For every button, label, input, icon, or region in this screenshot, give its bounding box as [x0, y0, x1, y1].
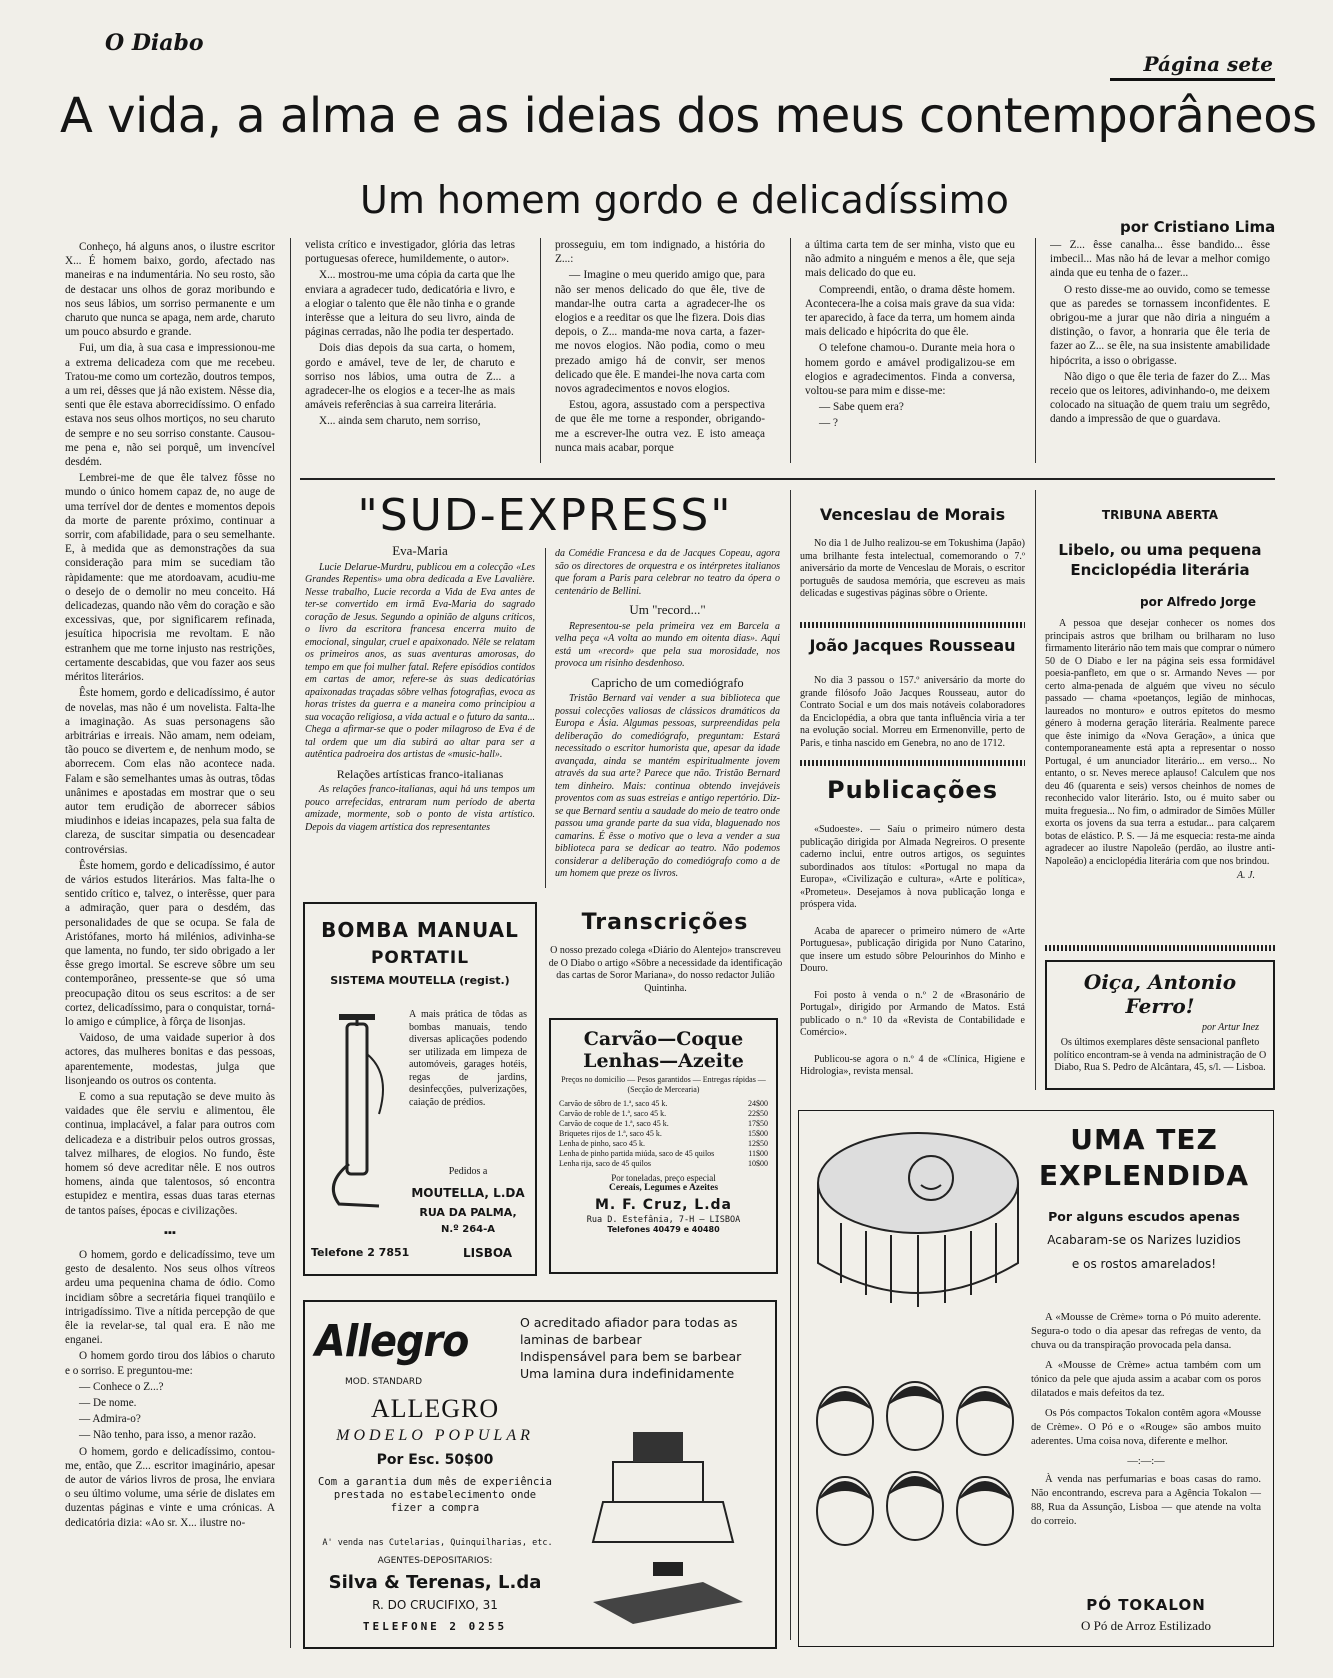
paragraph: A «Mousse de Crème» torna o Pó muito aderente. Segura-o todo o dia apesar das refregas de vento, da chuva ou da transpiração provocada pela dansa. — [1031, 1312, 1261, 1351]
section-heading: Capricho de um comediógrafo — [591, 675, 744, 690]
sud-express-title: "SUD-EXPRESS" — [357, 490, 733, 541]
article-headline: A vida, a alma e as ideias dos meus contemporâneos — [60, 88, 1317, 144]
separator: ▪▪▪ — [164, 1226, 176, 1239]
bomba-line1: BOMBA MANUAL — [321, 918, 519, 942]
price-item-value: 11$00 — [748, 1149, 768, 1158]
paragraph: À venda nas perfumarias e boas casas do ramo. Não encontrando, escreva para a Agência Tokalon — 88, Rua da Assunção, Lisboa — que atende na volta do correio. — [1031, 1474, 1261, 1527]
paragraph: O telefone chamou-o. Durante meia hora o homem gordo e amável prodigalizou-se em elogios e agradecimentos. Finda a conversa, voltou-se para mim e disse-me: — [805, 342, 1015, 398]
bomba-phone: Telefone 2 7851 — [311, 1246, 410, 1259]
price-item-value: 24$00 — [748, 1099, 768, 1108]
price-item-value: 12$50 — [748, 1139, 768, 1148]
bomba-text: A mais prática de tôdas as bombas manuais, tendo diversas aplicações podendo ser utilizada em limpeza de automóveis, garages hotéis, regas de jardins, desinfecções, pulverizações, caiação de prédios. — [409, 1009, 527, 1108]
tokalon-sub3: e os rostos amarelados! — [1071, 1257, 1217, 1271]
paragraph: Tristão Bernard vai vender a sua biblioteca que possui colecções valiosas de clássicos dramáticos da Europa e Ásia. Algumas pessoas, surpreendidas pela deliberação do comediógrafo, preguntam: Estará necessitado o escritor humorista que, apesar da idade avançada, ainda se mantém espiritualmente jovem através da sua arte? Parece que não. Tristão Bernard tem dinheiro. Mais: continua obtendo invejáveis proventos com as suas estreias e antigo repertório. Diz-se que Bernard sentiu a saudade do meio de teatro onde passou uma grande parte da sua vida, blaguenado nos camarins. É êsse o motivo que o leva a vender a sua biblioteca para se dedicar ao teatro. Não podemos considerar a deliberação do comediógrafo como a de um homem que preze os livros. — [555, 693, 780, 879]
article-subhead: Um homem gordo e delicadíssimo — [360, 178, 1009, 222]
paragraph: Vaidoso, de uma vaidade superior à dos actores, das mulheres bonitas e das pessoas, aparentemente, modestas, julga que lisonjeando os outros os contenta. — [65, 1032, 275, 1087]
paragraph: As relações franco-italianas, aqui há uns tempos um pouco arrefecidas, entraram num período de aberta amizade, mormente, sob o ponto de vista artístico. Depois da viagem artística dos representantes — [305, 784, 535, 833]
allegro-popular: MODELO POPULAR — [336, 1427, 534, 1444]
price-row — [559, 1159, 768, 1169]
section-heading: Eva-Maria — [392, 545, 448, 558]
bomba-line3: SISTEMA MOUTELLA (regist.) — [330, 974, 510, 987]
transcricoes-text — [548, 945, 783, 1005]
allegro-sale: A' venda nas Cutelarias, Quinquilharias, etc. — [322, 1538, 553, 1548]
tokalon-sub1: Por alguns escudos apenas — [1048, 1209, 1240, 1224]
paragraph: E como a sua reputação se deve muito às vaidades que êle serviu e alimentou, êle continua, implacável, a falar para outros com delicadeza e a distribuir pelos outros grossas, talvez milhares, de elogios. No fundo, êste homem só deve acreditar nêle. E nos outros homens, ainda que talentosos, só encontra estupidez e mentira, essas duas taras eternas de tantos países, épocas e civilizações. — [65, 1090, 275, 1217]
paragraph: — Não tenho, para isso, a menor razão. — [79, 1429, 257, 1442]
carvao-address: Rua D. Estefânia, 7-H — LISBOA — [586, 1215, 741, 1225]
article-column-1 — [65, 240, 275, 1640]
price-item-label: Carvão de sôbro de 1.ª, saco 45 k. — [559, 1099, 668, 1108]
price-row — [559, 1099, 768, 1109]
carvao-title1: Carvão—Coque — [583, 1028, 744, 1050]
paragraph: Os Pós compactos Tokalon contêm agora «Mousse de Crème». O Pó e o «Rouge» são ambos muito aderentes. Uma coisa nova, diferente e melhor. — [1031, 1408, 1261, 1447]
column-rule — [1035, 238, 1036, 463]
allegro-logo: Allegro — [315, 1316, 469, 1367]
publicacoes-title: Publicações — [826, 776, 998, 804]
bomba-ask: Pedidos a — [448, 1166, 488, 1177]
allegro-firm: Silva & Terenas, L.da — [328, 1572, 542, 1593]
carvao-sub: Preços no domicilio — Pesos garantidos — Entregas rápidas — (Secção de Mercearia) — [561, 1075, 766, 1094]
rousseau-title: João Jacques Rousseau — [809, 636, 1016, 655]
price-row — [559, 1109, 768, 1119]
paragraph: — Z... êsse canalha... êsse bandido... êsse imbecil... Mas não há de levar a melhor comigo ainda que eu tenha de o fazer... — [1050, 239, 1270, 280]
article-column-2 — [305, 238, 515, 463]
oica-title: Oiça, Antonio Ferro! — [1083, 970, 1237, 1018]
oica-author: por Artur Inez — [1201, 1022, 1259, 1033]
paragraph: Representou-se pela primeira vez em Barcela a velha peça «A volta ao mundo em oitenta dias». Aqui está um «record» que pela sua morosidade, nos provoca um risinho desdenhoso. — [555, 620, 780, 669]
tribuna-title: Libelo, ou uma pequena Enciclopédia literária — [1058, 541, 1262, 579]
page-number: Página sete — [1143, 52, 1273, 76]
separator: —:—:— — [1127, 1456, 1165, 1467]
price-item-label: Lenha de pinho partida miúda, saco de 45 quilos — [559, 1149, 715, 1158]
paragraph: O resto disse-me ao ouvido, como se temesse que as paredes se tornassem inconfidentes. E obrigou-me a jurar que não diria a ninguém a distinção, o favor, a honraria que êle teria de fazer ao Z... se êle, na sua insistente amabilidade hipócrita, a isso o obrigasse. — [1050, 283, 1270, 367]
paragraph: — Conhece o Z...? — [79, 1380, 164, 1393]
paragraph: O homem, gordo e delicadíssimo, teve um gesto de desalento. Nos seus olhos vítreos ardeu uma pequenina chama de ódio. Como incidiam sôbre a secretária fiquei tranqüilo e intrigadíssimo. Tive a nítida percepção de que êle ia revelar-se, tal qual era. E não me enganei. — [65, 1249, 275, 1347]
paragraph: a última carta tem de ser minha, visto que eu não admito a ninguém e menos a êle, que seja mais delicado do que eu. — [805, 239, 1015, 280]
paragraph: Fui, um dia, à sua casa e impressionou-me a extrema delicadeza com que me recebeu. Tratou-me como um cortezão, doutros tempos, a um rei, dêsses que já não existem. Nêsse dia, senti que êle estava aborrecidíssimo. O enfado estava nos seus olhos mortiços, no seu charuto de sempre e no seu sorriso constante. Causou-me pena e, não sei porquê, um invencível desdém. — [65, 342, 275, 469]
paragraph: Estou, agora, assustado com a perspectiva de que êle me torne a responder, obrigando-me a escrever-lhe outra vez. E isto ameaça nunca mais acabar, porque — [555, 399, 765, 454]
bomba-number: N.º 264-A — [440, 1224, 496, 1235]
paragraph: — ? — [819, 417, 838, 430]
price-item-label: Carvão de roble de 1.ª, saco 45 k. — [559, 1109, 667, 1118]
price-item-value: 15$00 — [748, 1129, 768, 1138]
paragraph: Conheço, há alguns anos, o ilustre escritor X... É homem baixo, gordo, afectado nas maneiras e na indumentária. No seu rosto, são de destacar uns olhos de goraz moribundo e nos seus lábios, um sorriso permanente e um charuto que nunca se apaga, nem arde, charuto um pouco absurdo e grande. — [65, 241, 275, 339]
column-rule — [290, 238, 291, 1648]
paragraph: O homem gordo tirou dos lábios o charuto e o sorriso. E preguntou-me: — [65, 1350, 275, 1377]
powder-box-illustration-icon — [811, 1123, 1026, 1323]
paragraph: Foi posto à venda o n.º 2 de «Brasonário de Portugal», dirigido por Armando de Matos. Está publicado o n.º 10 da «Revista de Contabilidade e Comércio». — [800, 989, 1025, 1038]
paragraph: — Sabe quem era? — [819, 401, 904, 414]
paragraph: A «Mousse de Crème» actua também com um tónico da pele que ajuda assim a acabar com os poros dilatados e mais defeitos da tez. — [1031, 1360, 1261, 1399]
paragraph: «Sudoeste». — Saíu o primeiro número desta publicação dirigida por Almada Negreiros. O presente caderno inclui, entre outros artigos, os seguintes subordinados aos títulos: «Portugal no mapa da Europa», «Civilização e cultura», «Arte e política», «Prometeu». Desejamos à nova publicação longa e próspera vida. — [800, 824, 1025, 910]
allegro-text2: Indispensável para bem se barbear — [520, 1349, 742, 1364]
paragraph: O nosso prezado colega «Diário do Alentejo» transcreveu de O Diabo o artigo «Sôbre a necessidade da identificação das cartas de Soror Mariana», do nosso redactor Julião Quintinha. — [548, 945, 783, 994]
paragraph: A pessoa que desejar conhecer os nomes dos principais astros que brilham ou brilharam no luso firmamento literário não tem mais que comprar o número 50 de O Diabo e ler na página seis essa formidável poesia-panfleto, em que o sr. Armando Neves — por certo alma-penada de alguém que viveu no século passado — chama «poetanços, legião de minhocas, laureados no monturo» e outros epítetos do mesmo género à moderna geração literária. Realmente parece que êste inimigo da «Nova Geração», a única que contemporaneamente está apta a representar o nosso Portugal, é um anunciador literário... em verso... No entanto, o sr. Neves merece aplauso! Calculem que nos deu 46 (quarenta e seis) versos cheinhos de nomes de reconhecido valor literário. Isto, ou é muito saber ou muita freguesia... No fim, o admirador de Simões Müller exorta os jovens da sua terra a estudar... para calçarem botas de elástico. P. S. — Já me esquecia: resta-me ainda agradecer ao ilustre Napoleão (perdão, ao ilustre anti-Napoleão) a enciclopédia literária com que nos brindou. — [1045, 618, 1275, 867]
venceslau-title: Venceslau de Morais — [819, 505, 1006, 524]
section-divider — [1045, 945, 1275, 951]
article-byline: por Cristiano Lima — [1120, 218, 1276, 236]
carvao-firm: M. F. Cruz, L.da — [594, 1197, 733, 1213]
tribuna-byline: por Alfredo Jorge — [1140, 595, 1256, 609]
paragraph: No dia 3 passou o 157.º aniversário da morte do grande filósofo João Jacques Rousseau, autor do Contrato Social e um dos mais notáveis colaboradores da Enciclopédia, a obra que tanta influência viria a ter na evolução social. Morreu em Ermenonville, perto de Paris, e tinha nascido em Genebra, no ano de 1712. — [800, 675, 1025, 749]
price-item-label: Carvão de coque de 1.ª, saco 45 k. — [559, 1119, 669, 1128]
paragraph: Êste homem, gordo e delicadíssimo, é autor de novelas, mas não é um novelista. Falta-lhe a imaginação. As suas personagens são arbitrárias e irreais. Não amam, nem odeiam, tão pouco se divertem e, de nenhum modo, se aborrecem. Com elas não acontece nada. Falam e são semelhantes umas às outras, tôdas unânimes e apostadas em mostrar que o seu autor tem erudição de aborrecer sábios miudinhos e ideias incapazes, pela sua falta de clareza, de suscitar simpatia ou desencadear controvérsias. — [65, 687, 275, 856]
paragraph: X... mostrou-me uma cópia da carta que lhe enviara a agradecer tudo, dedicatória e livro, e a elogiar o talento que êle não tinha e o grande interêsse que a leitura do seu livro, ainda de páginas cerradas, não lhe podia ter despertado. — [305, 269, 515, 339]
allegro-name: ALLEGRO — [370, 1394, 500, 1423]
paragraph: Publicou-se agora o n.º 4 de «Clínica, Higiene e Hidrologia», revista mensal. — [800, 1053, 1025, 1077]
tokalon-sub2: Acabaram-se os Narizes luzidios — [1047, 1233, 1241, 1247]
tokalon-ad — [798, 1110, 1274, 1647]
section-divider — [800, 622, 1025, 628]
allegro-guarantee: Com a garantia dum mês de experiência prestada no estabelecimento onde fizer a compra — [318, 1476, 552, 1514]
oica-box — [1045, 960, 1275, 1090]
allegro-ad — [303, 1300, 777, 1649]
price-item-value: 10$00 — [748, 1159, 768, 1168]
paragraph: Dois dias depois da sua carta, o homem, gordo e amável, teve de ler, de charuto e sorriso nos lábios, uma outra de Z... a agradecer-lhe os elogios e a tecer-lhe as mais amáveis referências à sua carreira literária. — [305, 342, 515, 412]
section-divider — [800, 760, 1025, 766]
allegro-text1: O acreditado afiador para todas as laminas de barbear — [520, 1315, 738, 1347]
column-rule — [790, 490, 791, 1640]
bomba-line2: PORTATIL — [370, 948, 470, 968]
allegro-agents: AGENTES-DEPOSITARIOS: — [377, 1556, 493, 1566]
masthead-rule — [1110, 78, 1275, 81]
section-heading: Relações artísticas franco-italianas — [336, 766, 504, 781]
price-row — [559, 1149, 768, 1159]
paragraph: Lucie Delarue-Murdru, publicou em a colecção «Les Grandes Repentis» uma obra dedicada a Eve Lavalière. Nesse trabalho, Lucie recorda a Vida de Eva antes de ter-se convertido em irmã Eva-Maria do sagrado coração de Jesus. Segundo a opinião de alguns críticos, o livro da escritora francesa encerra muito de emocional, singular, cruel e apaixonado. Nêle se relatam os primeiros anos, as suas aventuras amorosas, do tempo em que foi mulher fatal. Refere episódios contidos em cartas de amor, refere-se às suas dedicatórias apaixonadas traçadas sôbre velhas fotografias, evoca as horas tristes da guerra e a maneira como principiou a sua vocação religiosa, a vida actual e o futuro da santa... Chega a afirmar-se que o poder milagroso de Eva é de tal ordem que um dia subirá ao altar para ser a autêntica padroeira dos artistas de «music-hall». — [305, 561, 535, 760]
section-heading: Um "record..." — [629, 602, 706, 617]
signature: A. J. — [1236, 870, 1255, 881]
bomba-firm: MOUTELLA, L.DA — [411, 1186, 525, 1200]
allegro-text3: Uma lamina dura indefinidamente — [520, 1366, 735, 1381]
price-row — [559, 1129, 768, 1139]
venceslau-text — [800, 538, 1025, 618]
bomba-city: LISBOA — [463, 1246, 513, 1260]
oica-text: Os últimos exemplares dêste sensacional panfleto político encontram-se à venda na administração de O Diabo, Rua S. Pedro de Alcântara, 45, s/l. — Lisboa. — [1053, 1037, 1267, 1073]
allegro-phone: TELEFONE 2 0255 — [362, 1620, 508, 1633]
price-item-value: 22$50 — [748, 1109, 768, 1118]
masthead-title: O Diabo — [105, 30, 204, 56]
price-item-label: Lenha de pinho, saco 45 k. — [559, 1139, 645, 1148]
transcricoes-title: Transcrições — [581, 910, 749, 935]
allegro-model: MOD. STANDARD — [345, 1377, 423, 1387]
paragraph: — Imagine o meu querido amigo que, para não ser menos delicado do que êle, tive de mandar-lhe outra carta a agradecer-lhe os elogios e a reeditar os que lhe fizera. Dois dias depois, o Z... manda-me nova carta, a fazer-me novos elogios. Não podia, como o meu prezado amigo há de convir, ser menos delicado que êle. E mandei-lhe nova carta com novos agradecimentos e novos elogios. — [555, 269, 765, 396]
tribuna-text — [1045, 618, 1275, 888]
bomba-street: RUA DA PALMA, — [419, 1206, 517, 1219]
price-item-label: Briquetes rijos de 1.ª, saco 45 k. — [559, 1129, 662, 1138]
tokalon-text — [1031, 1311, 1261, 1529]
paragraph: prosseguiu, em tom indignado, a história do Z...: — [555, 239, 765, 266]
carvao-price-list — [551, 1099, 776, 1169]
paragraph: Não digo o que êle teria de fazer do Z... Mas receio que os leitores, adivinhando-o, me deixem colocado na situação de quem traiu um segrêdo, dando a impressão de que o guardava. — [1050, 370, 1270, 426]
carvao-ad — [549, 1018, 778, 1274]
carvao-title2: Lenhas—Azeite — [583, 1050, 744, 1072]
paragraph: velista crítico e investigador, glória das letras portuguesas oferece, humildemente, o autor». — [305, 239, 515, 266]
price-item-value: 17$50 — [748, 1119, 768, 1128]
tokalon-slogan: O Pó de Arroz Estilizado — [1081, 1618, 1211, 1633]
paragraph: O homem, gordo e delicadíssimo, contou-me, então, que Z... escritor imaginário, apesar de autor de vários livros de prosa, lhe enviara o seu último volume, uma série de dislates em duzentas páginas e vinte e uma crónicas. A dedicatória dizia: «Ao sr. X... ilustre no- — [65, 1445, 275, 1529]
allegro-address: R. DO CRUCIFIXO, 31 — [372, 1598, 498, 1612]
article-column-3 — [555, 238, 765, 463]
column-rule — [540, 238, 541, 463]
tribuna-label: TRIBUNA ABERTA — [1101, 508, 1219, 522]
article-column-4 — [805, 238, 1015, 463]
sud-right-column — [555, 548, 780, 888]
tokalon-title1: UMA TEZ — [1070, 1123, 1218, 1156]
allegro-price: Por Esc. 50$00 — [376, 1452, 494, 1468]
faces-illustration-icon — [805, 1361, 1025, 1611]
paragraph: da Comédie Francesa e da de Jacques Copeau, agora são os directores de orquestra e os intérpretes italianos que foram a Paris para celebrar no teatro da ópera o centenário de Bellini. — [555, 548, 780, 597]
section-rule — [300, 478, 1275, 480]
bomba-ad — [303, 902, 537, 1276]
tokalon-brand: PÓ TOKALON — [1086, 1596, 1206, 1614]
paragraph: Lembrei-me de que êle talvez fôsse no mundo o único homem capaz de, no auge de uma terrível dor de dentes e momentos depois da morte de parente próximo, continuar a sorrir, com afabilidade, para o seu semelhante. E, à medida que as demonstrações da sua consideração para mim se sucediam tão ràpidamente: que me atordoavam, acudiu-me o desejo de o demolir no meu conceito. Há delicadezas, quando não vêm do coração e são excessivas, que, por significarem refinada, jesuítica hipocrisia me revoltam. E não estranhem que me torne injusto nas restrições, certamente descabidas, que vou fazer aos seus méritos literários. — [65, 472, 275, 684]
paragraph: Êste homem, gordo e delicadíssimo, é autor de vários estudos literários. Mas falta-lhe o sentido crítico e, talvez, o interêsse, quer para a admiração, quer para o desdém, das personalidades de que se ocupa. Se fala de Aristófanes, morto há milénios, adivinha-se que lamenta, no fundo, ter sido obrigado a ler êsse grego imortal. Se escreve sôbre um seu contemporâneo, pressente-se que só uma preocupação ditou os seus escritos: a de ser cortez, delicadíssimo, para o conquistar, torná-lo amigo e cúmplice, à fôrça de lisonjas. — [65, 859, 275, 1028]
paragraph: Acaba de aparecer o primeiro número de «Arte Portuguesa», publicação dirigida por Nuno Catarino, que insere um estudo sôbre Pelourinhos do Minho e Douro. — [800, 925, 1025, 974]
publicacoes-text — [800, 824, 1025, 1084]
paragraph: X... ainda sem charuto, nem sorriso, — [319, 415, 481, 428]
pump-illustration-icon — [319, 1014, 399, 1214]
sharpener-illustration-icon — [573, 1402, 763, 1632]
article-column-5 — [1050, 238, 1270, 463]
carvao-note2: Cereais, Legumes e Azeites — [608, 1183, 719, 1193]
rousseau-text — [800, 675, 1025, 755]
paragraph: No dia 1 de Julho realizou-se em Tokushima (Japão) uma brilhante festa intelectual, comemorando o 7.º aniversário da morte de Venceslau de Morais, o escritor português de saudosa memória, que escreveu as mais delicadas e sugestivas páginas sôbre o Oriente. — [800, 538, 1025, 599]
paragraph: — De nome. — [79, 1397, 137, 1410]
column-rule — [1035, 490, 1036, 1090]
sud-left-column — [305, 545, 535, 885]
tokalon-title2: EXPLENDIDA — [1038, 1159, 1250, 1192]
price-item-label: Lenha rija, saco de 45 quilos — [559, 1159, 651, 1168]
paragraph: — Admira-o? — [79, 1413, 141, 1426]
price-row — [559, 1119, 768, 1129]
carvao-note1: Por toneladas, preço especial — [611, 1173, 716, 1183]
column-rule — [545, 548, 546, 888]
column-rule — [790, 238, 791, 463]
price-row — [559, 1139, 768, 1149]
carvao-phone: Telefones 40479 e 40480 — [607, 1225, 720, 1234]
paragraph: Compreendi, então, o drama dêste homem. Acontecera-lhe a coisa mais grave da sua vida: ter aparecido, à face da terra, um homem ainda mais delicado e hipócrita do que êle. — [805, 283, 1015, 339]
